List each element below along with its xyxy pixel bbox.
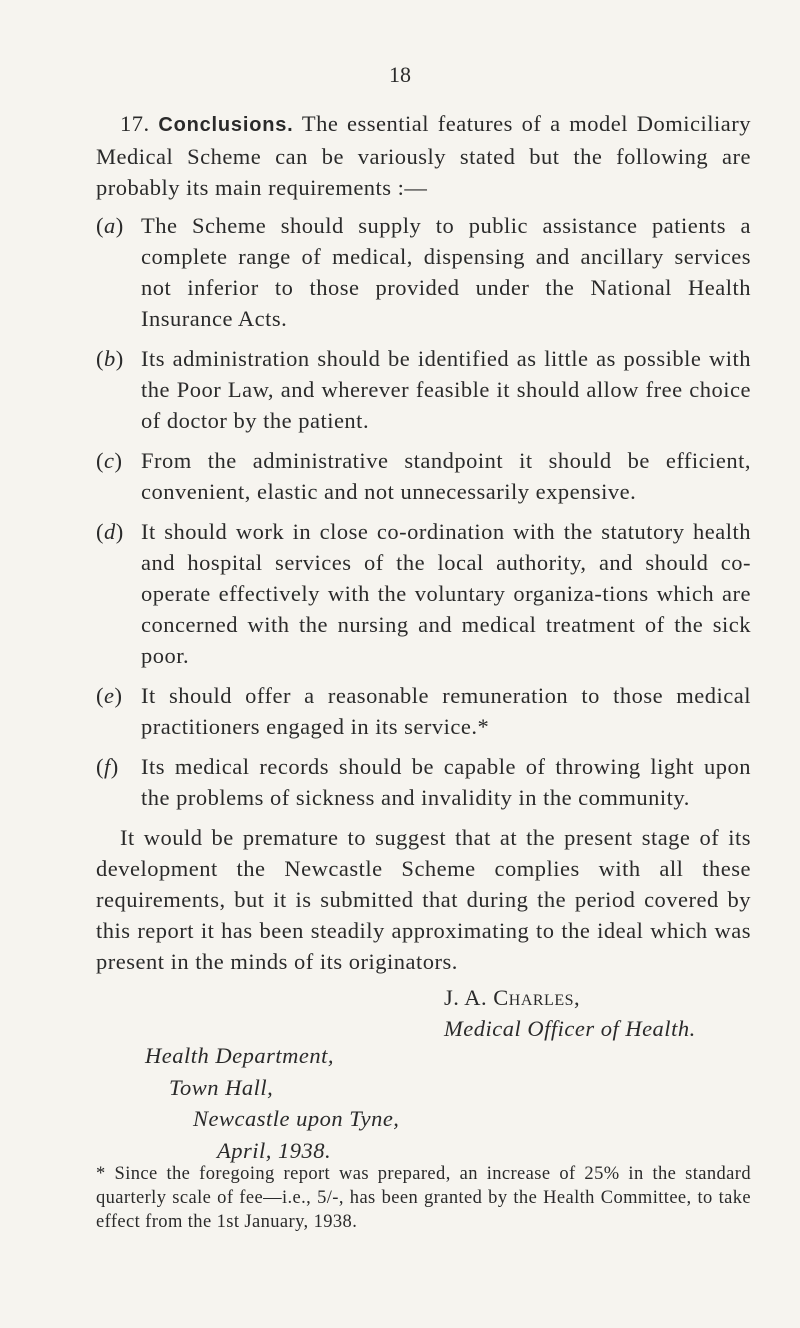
- requirement-item-c: [96, 445, 751, 507]
- footnote: * Since the foregoing report was prepared, an increase of 25% in the standard quarterly scale of fee—i.e., 5/-, has been granted by the Health Committee, to take effect from the 1st January, 1938.: [96, 1164, 751, 1232]
- address-line: Health Department,: [145, 1043, 334, 1068]
- requirement-item-f: [96, 751, 751, 813]
- item-text: The Scheme should supply to public assistance patients a complete range of medical, dispensing and ancillary services not inferior to those provided under the National Health Insurance Acts.: [141, 213, 751, 331]
- signatory-title: Medical Officer of Health.: [444, 1016, 696, 1041]
- requirement-item-a: [96, 210, 751, 334]
- item-text: It should work in close co-ordination with the statutory health and hospital services of the local authority, and should co-operate effectively with the voluntary organiza-tions which are concerned with the nursing and medical treatment of the sick poor.: [141, 519, 751, 668]
- item-text: Its medical records should be capable of throwing light upon the problems of sickness and invalidity in the community.: [141, 754, 751, 810]
- item-label: (f): [96, 754, 119, 779]
- section-intro-text: The essential features of a model Domiciliary Medical Scheme can be variously stated but the following are probably its main requirements :—: [96, 111, 751, 200]
- section-number: 17.: [120, 111, 150, 136]
- item-label: (e): [96, 683, 123, 708]
- address-line: Town Hall,: [169, 1074, 274, 1100]
- signature-block: [395, 982, 696, 1044]
- main-content: [96, 108, 751, 977]
- item-text: From the administrative standpoint it should be efficient, convenient, elastic and not unnecessarily expensive.: [141, 448, 751, 504]
- requirement-item-b: [96, 343, 751, 436]
- item-label: (d): [96, 519, 124, 544]
- requirement-item-e: [96, 680, 751, 742]
- signatory-name: J. A. Charles,: [444, 985, 581, 1010]
- section-title: Conclusions.: [158, 114, 294, 136]
- item-label: (c): [96, 448, 123, 473]
- address-date: April, 1938.: [217, 1137, 332, 1163]
- address-block: [145, 1040, 399, 1166]
- item-text: It should offer a reasonable remuneration to those medical practitioners engaged in its service.*: [141, 683, 751, 739]
- closing-paragraph: It would be premature to suggest that at the present stage of its development the Newcastle Scheme complies with all these requirements, but it is submitted that during the period covered by this report it has been steadily approximating to the ideal which was present in the minds of its originators.: [96, 825, 751, 974]
- conclusions-paragraph: [96, 108, 751, 203]
- item-label: (a): [96, 213, 124, 238]
- page-number: 18: [389, 62, 411, 87]
- address-line: Newcastle upon Tyne,: [193, 1106, 400, 1131]
- item-text: Its administration should be identified as little as possible with the Poor Law, and wherever feasible it should allow free choice of doctor by the patient.: [141, 346, 751, 433]
- requirement-item-d: [96, 516, 751, 671]
- item-label: (b): [96, 346, 124, 371]
